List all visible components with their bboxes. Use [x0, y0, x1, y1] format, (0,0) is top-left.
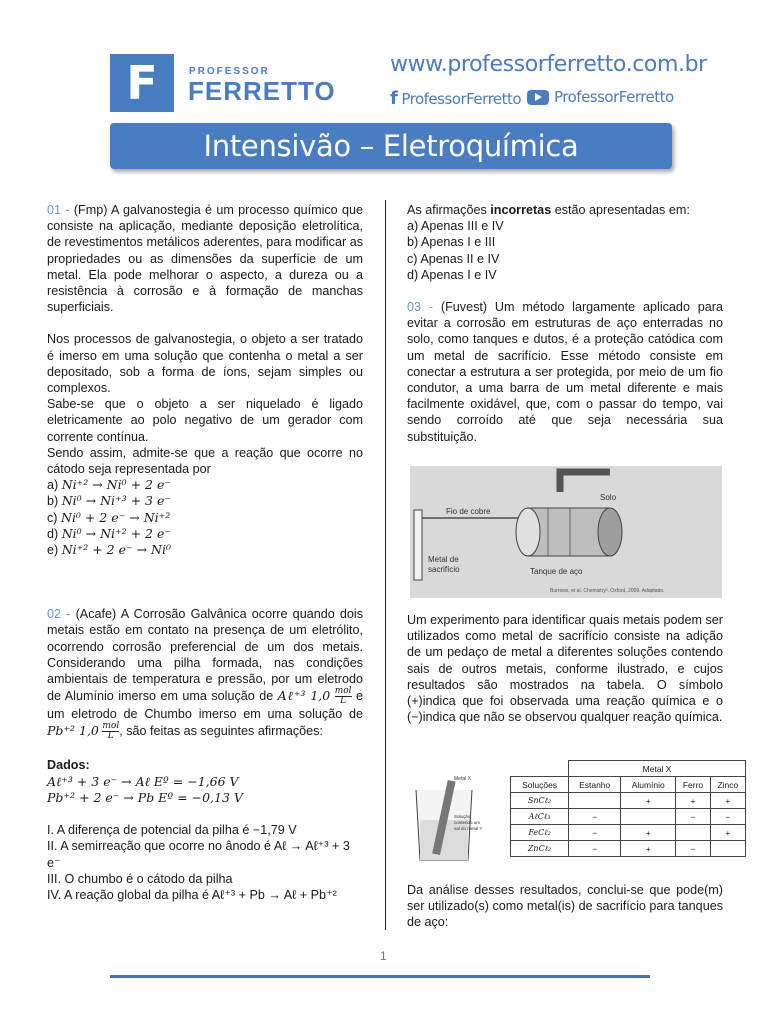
beaker-figure: [410, 760, 490, 870]
q01-text-2: Nos processos de galvanostegia, o objeto a ser tratado é imerso em uma solução que contenha o metal a ser depositado, sob a forma de íons, sejam simples ou complexos.: [47, 332, 363, 396]
q03-experiment-text: Um experimento para identificar quais metais podem ser utilizados como metal de sacrifício consiste na adição de um pedaço de metal a diferentes soluções contendo sais de outros metais, conforme ilustrado, e cujos resultados são mostrados na tabela. O símbolo (+)indica que foi observada uma reação química e o (−)indica que não se observou qualquer reação química.: [407, 613, 723, 725]
right-column: [407, 202, 723, 445]
steel-tank-back: [598, 508, 622, 556]
label-solution-1: Solução: [454, 814, 471, 819]
table-group-header: Metal X: [569, 761, 746, 777]
page-title: Intensivão – Eletroquímica: [203, 129, 579, 163]
page-number: 1: [380, 949, 387, 963]
q01-text-1: (Fmp) A galvanostegia é um processo químico que consiste na aplicação, mediante deposição eletrolítica, de revestimentos metálicos aderentes, para modificar as propriedades ou as dimensões da superfície de um metal. Ela pode melhorar o aspecto, a dureza ou a resistência à corrosão e à formação de manchas superficiais.: [47, 203, 363, 315]
q02-option-a[interactable]: a) Apenas III e IV: [407, 219, 504, 234]
q02-statement: 02 - (Acafe) A Corrosão Galvânica ocorre quando dois metais estão em contato na presença de um eletrólito, ocorrendo corrosão preferencial de um dos metais. Considerando uma pilha formada, nas condições ambientais de temperatura e pressão, por um eletrodo de Alumínio imerso em uma solução de Aℓ⁺³ 1,0 $\frac{\text{mol}}{L}$ e um eletrodo de Chumbo imerso em uma solução de Pb⁺² 1,0 $\frac{\text{mol}}{L}$ , são feitas as seguintes afirmações:: [47, 607, 364, 742]
youtube-link[interactable]: [527, 88, 674, 106]
label-wire: Fio de cobre: [446, 507, 491, 516]
steel-tank-end: [516, 508, 540, 556]
table-row: SnCℓ₂ + + +: [511, 793, 746, 809]
q02-item-2: II. A semirreação que ocorre no ânodo é Aℓ → Aℓ⁺³ + 3 e⁻: [47, 839, 350, 870]
label-metal-2: sacrifício: [428, 565, 460, 574]
q01-option-e[interactable]: e) Ni⁺² + 2 e⁻ → Ni⁰: [47, 542, 171, 558]
label-solo: Solo: [600, 493, 617, 502]
q01-option-b[interactable]: b) Ni⁰ → Ni⁺³ + 3 e⁻: [47, 493, 171, 509]
label-metal-x: Metal X: [454, 776, 471, 782]
sacrificial-metal-bar: [414, 510, 422, 580]
q01-option-c[interactable]: c) Ni⁰ + 2 e⁻ → Ni⁺²: [47, 509, 171, 525]
q03-statement: 03 - (Fuvest) Um método largamente aplicado para evitar a corrosão em estruturas de aço enterradas no solo, como tanques e dutos, é a proteção catódica com um metal de sacrifício. Esse método consiste em conectar a estrutura a ser protegida, por meio de um fio condutor, a uma barra de um metal diferente e mais facilmente oxidável, que, com o passar do tempo, vai sendo corroído até que seja necessária sua substituição.: [407, 300, 723, 444]
q03-number: 03 -: [407, 300, 434, 315]
label-solution-2: contendo um: [454, 820, 481, 825]
q02-option-c[interactable]: c) Apenas II e IV: [407, 251, 500, 266]
q01-option-d[interactable]: d) Ni⁰ → Ni⁺² + 2 e⁻: [47, 525, 171, 541]
q02-item-3: III. O chumbo é o cátodo da pilha: [47, 871, 233, 886]
q01-text-4: Sendo assim, admite-se que a reação que ocorre no cátodo seja representada por: [47, 445, 363, 477]
q02-number: 02 -: [47, 607, 71, 622]
q01-statement: [47, 202, 363, 315]
q02-option-d[interactable]: d) Apenas I e IV: [407, 267, 497, 282]
label-solution-3: sal do metal Y: [454, 826, 483, 831]
q01-text-3: Sabe-se que o objeto a ser niquelado é ligado eletricamente ao polo negativo de um gerador com corrente contínua.: [47, 397, 363, 444]
table-header: Soluções: [511, 777, 569, 793]
fraction-mol-per-l: $\frac{\text{mol}}{L}$: [102, 721, 120, 742]
site-url-link[interactable]: www.professorferretto.com.br: [390, 52, 707, 77]
metals-table: [510, 760, 746, 857]
youtube-handle: ProfessorFerretto: [554, 88, 674, 106]
q02-dados-eq1: Aℓ⁺³ + 3 e⁻ → Aℓ Eº = −1,66 V: [47, 773, 239, 789]
q02-dados-eq2: Pb⁺² + 2 e⁻ → Pb Eº = −0,13 V: [47, 789, 243, 805]
q02-answers-intro: As afirmações incorretas estão apresentadas em:: [407, 203, 690, 217]
column-divider: [385, 200, 386, 930]
q02-dados-label: Dados:: [47, 758, 90, 773]
table-header: Zinco: [710, 777, 745, 793]
footer-divider: [110, 975, 650, 978]
label-metal-1: Metal de: [428, 555, 459, 564]
left-column: [47, 202, 363, 903]
table-row: AℓCℓ₃ − − −: [511, 809, 746, 825]
label-tank: Tanque de aço: [530, 567, 583, 576]
title-banner: [110, 123, 672, 169]
q02-option-b[interactable]: b) Apenas I e III: [407, 235, 496, 250]
table-header: Estanho: [569, 777, 621, 793]
brand-name: FERRETTO: [188, 76, 336, 106]
table-header: Ferro: [676, 777, 710, 793]
figure-credit: Burrows, et al. Chemistry³. Oxford, 2009. Adaptado.: [550, 588, 665, 594]
q01-option-a[interactable]: a) Ni⁺² → Ni⁰ + 2 e⁻: [47, 477, 171, 493]
q03-conclusion-text: Da análise desses resultados, conclui-se que pode(m) ser utilizado(s) como metal(is) de sacrifício para tanques de aço:: [407, 883, 723, 930]
youtube-icon: [527, 90, 549, 105]
cathodic-protection-figure: [410, 466, 722, 598]
fraction-mol-per-l: $\frac{\text{mol}}{L}$: [334, 686, 352, 707]
q02-item-1: I. A diferença de potencial da pilha é −1,79 V: [47, 823, 297, 838]
q02-item-4: IV. A reação global da pilha é Aℓ⁺³ + Pb → Aℓ + Pb⁺²: [47, 887, 337, 902]
facebook-icon: f: [390, 88, 398, 109]
table-row: FeCℓ₂ − + +: [511, 825, 746, 841]
table-row: ZnCℓ₂ − + −: [511, 841, 746, 857]
facebook-handle: ProfessorFerretto: [401, 89, 522, 108]
table-header: Alumínio: [621, 777, 676, 793]
facebook-link[interactable]: [390, 88, 521, 109]
q01-number: 01 -: [47, 203, 70, 217]
logo: [110, 54, 174, 112]
logo-letter: F: [126, 56, 158, 110]
brand-subtitle: PROFESSOR: [189, 66, 270, 77]
